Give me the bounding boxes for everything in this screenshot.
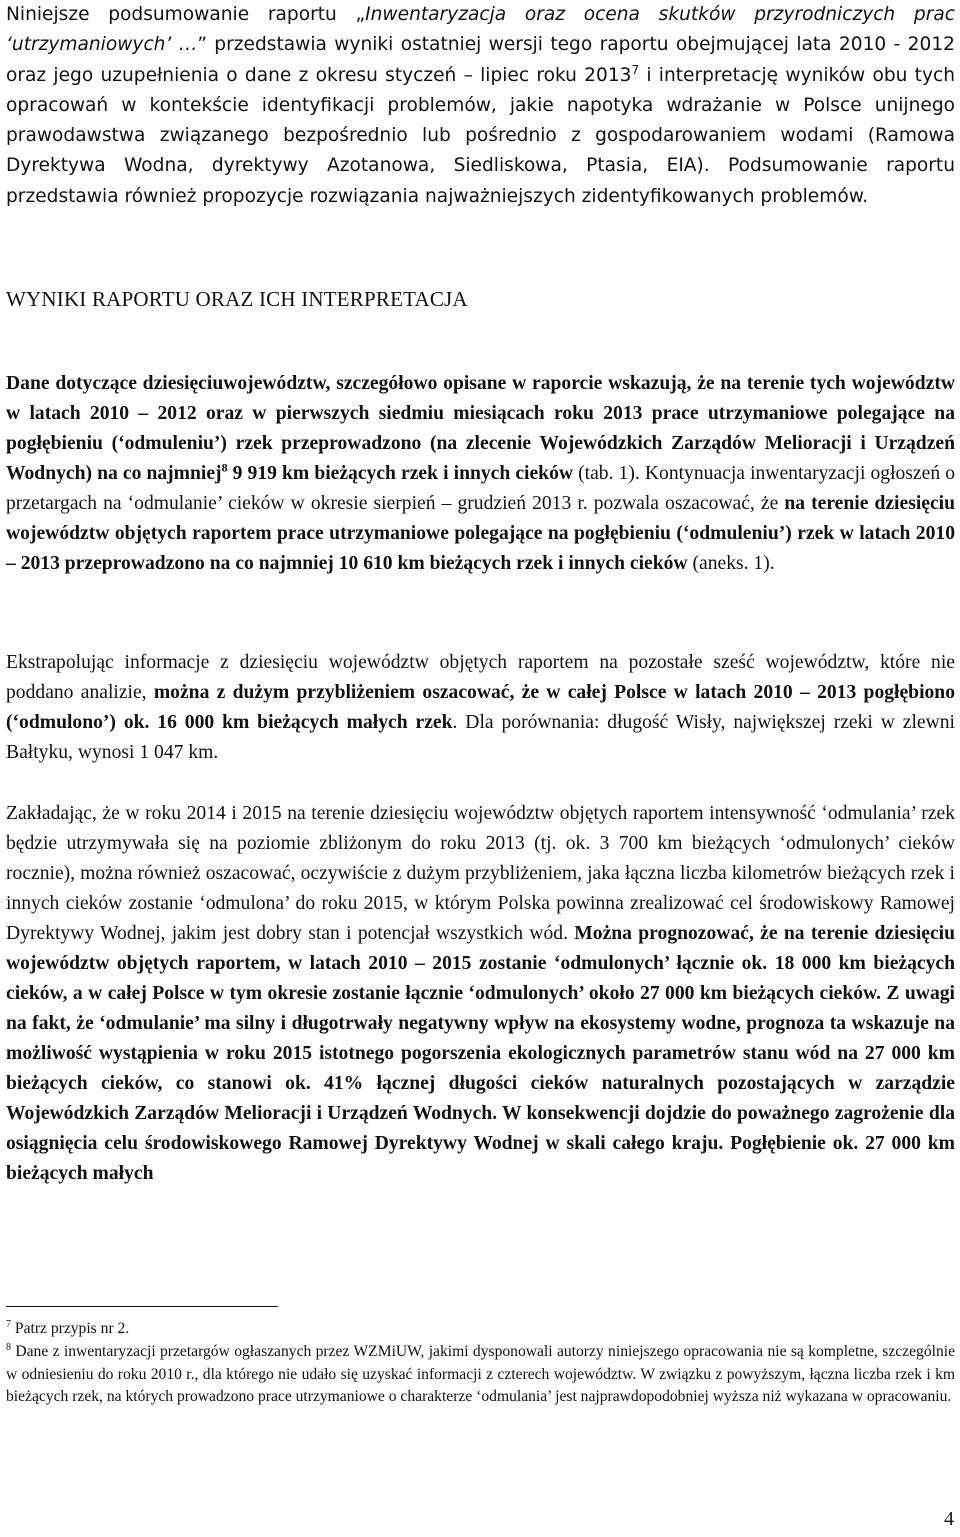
footnote-7-text: Patrz przypis nr 2.	[11, 1320, 130, 1337]
footnote-ref-7[interactable]: 7	[631, 62, 640, 77]
intro-text-1: Niniejsze podsumowanie raportu „	[6, 4, 366, 25]
footnote-ref-8[interactable]: 8	[221, 460, 228, 475]
intro-text-3: i interpretację wyników obu tych opracowań w kontekście identyfikacji problemów, jakie napotyka wdrażanie w Polsce unijnego prawodawstwa związanego bezpośrednio lub pośrednio z gospodarowaniem wodami (Ramowa Dyrektywa Wodna, dyrektywy Azotanowa, Siedliskowa, Ptasia, EIA).	[6, 64, 955, 177]
intro-paragraph	[6, 0, 955, 212]
intro-text-2: ” przedstawia wyniki ostatniej wersji tego raportu obejmującej lata 2010 - 2012 oraz jego uzupełnienia o dane z okresu styczeń – lipiec roku 2013	[6, 34, 955, 86]
results-text-2: (aneks. 1).	[687, 553, 775, 574]
results-text-1: (tab. 1). Kontynuacja inwentaryzacji ogłoszeń o przetargach na ‘odmulanie’ cieków w okresie sierpień – grudzień 2013 r. pozwala oszacować, że	[6, 463, 956, 514]
page-number: 4	[944, 1508, 954, 1530]
footnote-7	[6, 1318, 955, 1341]
results-paragraph-1	[6, 369, 955, 579]
extrapolation-text-1: Ekstrapolując informacje z dziesięciu województw objętych raportem na pozostałe sześć województw, które nie poddano analizie,	[6, 652, 955, 703]
report-title: Inwentaryzacja oraz ocena skutków przyrodniczych prac ‘utrzymaniowych’ …	[6, 4, 955, 56]
footnote-8-number: 8	[6, 1341, 11, 1353]
footnote-8-text: Dane z inwentaryzacji przetargów ogłaszanych przez WZMiUW, jakimi dysponowali autorzy niniejszego opracowania nie są kompletne, szczególnie w odniesieniu do roku 2010 r., dla którego nie udało się uzyskać informacji z czterech województw. W związku z powyższym, łączna liczba rzek i km bieżących rzek, na których prowadzono prace utrzymaniowe o charakterze ‘odmulania’ jest najprawdopodobniej wyższa niż wykazana w opracowaniu.	[6, 1343, 955, 1406]
results-bold-1: Dane dotyczące dziesięciuwojewództw, szczegółowo opisane w raporcie wskazują, że na terenie tych województw w latach 2010 – 2012 oraz w pierwszych siedmiu miesiącach roku 2013 prace utrzymaniowe polegające na pogłębieniu (‘odmuleniu’) rzek przeprowadzono (na zlecenie Wojewódzkich Zarządów Melioracji i Urządzeń Wodnych) na co najmniej	[6, 373, 955, 484]
results-bold-3: na terenie dziesięciu województw objętych raportem prace utrzymaniowe polegające na pogłębieniu (‘odmuleniu’) rzek w latach 2010 – 2013 przeprowadzono na co najmniej 10 610 km bieżących rzek i innych cieków	[6, 493, 956, 574]
footnote-divider	[6, 1306, 278, 1307]
footnote-8	[6, 1341, 955, 1409]
forecast-text: Zakładając, że w roku 2014 i 2015 na terenie dziesięciu województw objętych raportem intensywność ‘odmulania’ rzek będzie utrzymywała się na poziomie zbliżonym do roku 2013 (tj. ok. 3 700 km bieżących ‘odmulonych’ cieków rocznie), można również oszacować, oczywiście z dużym przybliżeniem, jaka łączna liczba kilometrów bieżących rzek i innych cieków zostanie ‘odmulona’ do roku 2015, w którym Polska powinna zrealizować cel środowiskowy Ramowej Dyrektywy Wodnej, jakim jest dobry stan i potencjał wszystkich wód.	[6, 803, 955, 944]
results-paragraph-2	[6, 648, 955, 768]
extrapolation-text-2: . Dla porównania: długość Wisły, największej rzeki w zlewni Bałtyku, wynosi 1 047 km.	[6, 712, 955, 763]
results-bold-2: 9 919 km bieżących rzek i innych cieków	[227, 463, 574, 484]
footnote-7-number: 7	[6, 1318, 11, 1330]
results-paragraph-3	[6, 799, 955, 1189]
intro-text-4: Podsumowanie raportu przedstawia również propozycje rozwiązania najważniejszych zidentyfikowanych problemów.	[6, 155, 956, 207]
forecast-bold: Można prognozować, że na terenie dziesięciu województw objętych raportem, w latach 2010 – 2015 zostanie ‘odmulonych’ łącznie ok. 18 000 km bieżących cieków, a w całej Polsce w tym okresie zostanie łącznie ‘odmulonych’ około 27 000 km bieżących cieków. Z uwagi na fakt, że ‘odmulanie’ ma silny i długotrwały negatywny wpływ na ekosystemy wodne, prognoza ta wskazuje na możliwość wystąpienia w roku 2015 istotnego pogorszenia ekologicznych parametrów stanu wód na 27 000 km bieżących cieków, co stanowi ok. 41% łącznej długości cieków naturalnych pozostających w zarządzie Wojewódzkich Zarządów Melioracji i Urządzeń Wodnych. W konsekwencji dojdzie do poważnego zagrożenie dla osiągnięcia celu środowiskowego Ramowej Dyrektywy Wodnej w skali całego kraju. Pogłębienie ok. 27 000 km bieżących małych	[6, 923, 955, 1184]
section-heading: WYNIKI RAPORTU ORAZ ICH INTERPRETACJA	[6, 287, 468, 311]
extrapolation-bold: można z dużym przybliżeniem oszacować, że w całej Polsce w latach 2010 – 2013 pogłębiono (‘odmulono’) ok. 16 000 km bieżących małych rzek	[6, 682, 956, 733]
